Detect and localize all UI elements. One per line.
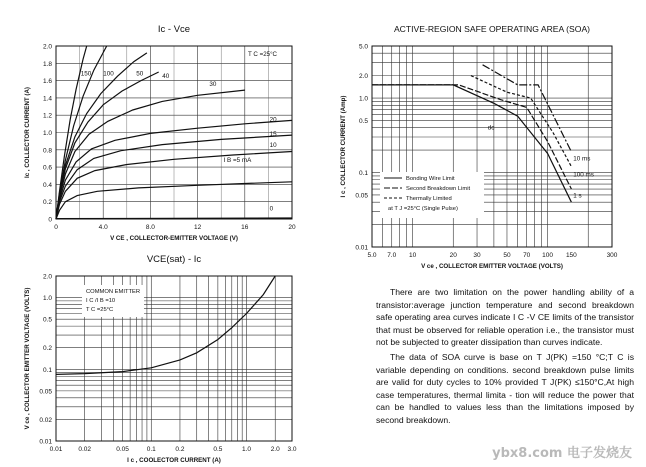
y-tick-label: 0.01: [39, 438, 52, 446]
chart-title: VCE(sat) - Ic: [146, 254, 202, 265]
x-tick-label: 0.5: [213, 446, 223, 453]
x-tick-label: 300: [606, 252, 618, 259]
series-label: 100 ms: [573, 171, 594, 179]
x-tick-label: 0.05: [116, 446, 129, 453]
y-tick-label: 1.0: [42, 130, 52, 137]
x-tick-label: 30: [473, 252, 481, 259]
legend-entry: Thermally Limited: [406, 196, 452, 202]
chart-title: ACTIVE-REGION SAFE OPERATING AREA (SOA): [393, 24, 591, 34]
y-tick-label: 1.2: [42, 112, 52, 120]
soa-explanation-text: [376, 286, 634, 429]
y-tick-label: 0.8: [42, 147, 52, 155]
y-tick-label: 0.4: [42, 181, 52, 189]
x-tick-label: 0.01: [49, 446, 63, 453]
x-tick-label: 50: [503, 252, 511, 259]
x-tick-label: 16: [241, 224, 249, 231]
x-tick-label: 20: [449, 252, 457, 259]
y-tick-label: 0.02: [39, 416, 52, 424]
y-tick-label: 0.1: [358, 170, 368, 178]
soa-chart: [340, 24, 618, 270]
y-tick-label: 0.01: [355, 244, 368, 252]
x-axis-label: V ce , COLLECTOR EMITTER VOLTAGE (VOLTS): [421, 263, 563, 270]
y-tick-label: 0.5: [42, 316, 52, 324]
legend-entry: at T J =25°C (Single Pulse): [388, 206, 458, 212]
x-tick-label: 0.2: [175, 446, 185, 453]
y-tick-label: 0.05: [355, 192, 368, 200]
series-label: I B =5 mA: [223, 156, 252, 164]
y-tick-label: 0.5: [358, 117, 368, 125]
x-tick-label: 2.0: [270, 446, 280, 453]
x-tick-label: 12: [193, 224, 202, 231]
series-line: [56, 218, 292, 219]
x-axis-label: I c , COOLECTOR CURRENT (A): [127, 457, 221, 464]
series-label: 10 ms: [573, 155, 591, 163]
x-tick-label: 0.02: [78, 446, 92, 453]
y-tick-label: 0: [48, 216, 52, 224]
y-tick-label: 1.6: [42, 78, 52, 86]
x-tick-label: 150: [565, 252, 577, 259]
y-tick-label: 0.05: [39, 388, 52, 396]
series-label: 30: [209, 80, 217, 88]
soa-paragraph-2: The data of SOA curve is base on T J(PK) =150 °C;T C is variable depending on conditions. second breakdown pulse limits are valid for duty cycles to 10% provided T J(PK) ≤150°C,At high case temperatures, thermal limita - tion will reduce the power that can be handled to values less than the limitations imposed by second breakdown.: [376, 351, 634, 425]
series-label: 1 s: [573, 192, 582, 200]
y-tick-label: 2.0: [358, 73, 368, 81]
y-axis-label: Ic , COLLECTOR CURRENT (A): [24, 87, 31, 178]
y-tick-label: 1.8: [42, 60, 52, 68]
vce-sat-chart: [24, 254, 297, 464]
tc-annotation: T C =25°C: [248, 51, 278, 58]
chart-title: Ic - Vce: [157, 24, 191, 35]
series-label: dc: [487, 124, 495, 132]
x-tick-label: 0.1: [146, 446, 156, 453]
x-tick-label: 4.0: [98, 224, 108, 231]
legend-entry: Bonding Wire Limit: [406, 176, 455, 182]
x-tick-label: 8.0: [145, 224, 155, 231]
y-tick-label: 0.2: [42, 199, 52, 207]
y-axis-label: I c , COLLECTOR CURRENT (Amp): [340, 95, 347, 198]
series-line: [483, 65, 572, 152]
x-tick-label: 10: [409, 252, 417, 259]
y-tick-label: 1.0: [358, 95, 368, 103]
series-label: 150: [80, 70, 92, 78]
y-tick-label: 0.1: [42, 366, 52, 374]
soa-paragraph-1: There are two limitation on the power handling ability of a transistor:average junction temperature and second breakdown safe operating area curves indicate I C -V CE limits of the transistor that must be observed for reliable operation i.e., the transistor must not be subjected to greater dissipation than curves indicate.: [376, 287, 634, 348]
x-tick-label: 1.0: [242, 446, 252, 453]
x-tick-label: 100: [542, 252, 554, 259]
series-label: 0: [269, 205, 274, 213]
series-line: [56, 53, 147, 219]
legend-entry: Second Breakdown Limit: [406, 186, 471, 192]
x-tick-label: 20: [288, 224, 296, 231]
x-tick-label: 5.0: [367, 252, 377, 259]
series-label: 100: [103, 70, 114, 78]
y-tick-label: 2.0: [42, 273, 52, 281]
series-label: 50: [136, 70, 144, 78]
y-tick-label: 0.2: [42, 345, 52, 353]
y-tick-label: 5.0: [358, 43, 368, 51]
x-axis-label: V CE , COLLECTOR-EMITTER VOLTAGE (V): [110, 235, 238, 242]
x-tick-label: 0: [54, 224, 58, 231]
series-label: 40: [162, 73, 170, 81]
y-axis-label: V ce , COLLECTOR EMITTER VOLTAGE (VOLTS): [24, 287, 31, 430]
series-label: 20: [269, 116, 277, 124]
x-tick-label: 70: [523, 252, 531, 259]
y-tick-label: 0.6: [42, 164, 52, 172]
y-tick-label: 2.0: [42, 43, 52, 51]
x-tick-label: 3.0: [287, 446, 297, 453]
legend-entry: I C /I B =10: [86, 298, 116, 304]
legend-entry: COMMON EMITTER: [86, 289, 141, 295]
y-tick-label: 1.4: [42, 95, 52, 103]
x-tick-label: 7.0: [387, 252, 397, 259]
ic-vce-chart: [24, 24, 296, 242]
legend-entry: T C =25°C: [86, 307, 114, 313]
series-label: 10: [269, 142, 277, 150]
y-tick-label: 1.0: [42, 295, 52, 303]
watermark-logo: ybx8.com 电子发烧友: [492, 446, 632, 461]
series-label: 15: [269, 130, 277, 138]
